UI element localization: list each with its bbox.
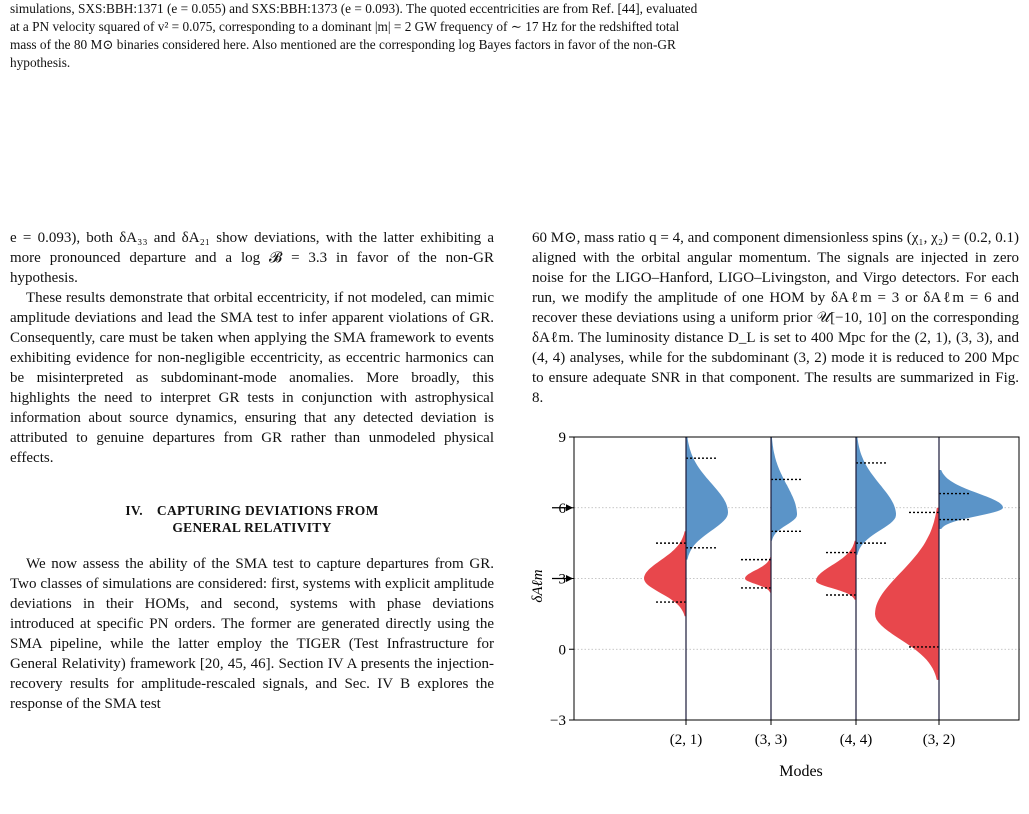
figure-caption xyxy=(10,0,1020,72)
violin-right-1 xyxy=(686,437,728,560)
section-number: IV. xyxy=(125,503,143,518)
violin-left-3 xyxy=(816,541,856,600)
left-column xyxy=(10,228,494,714)
axes xyxy=(550,430,1019,748)
arrow-head-icon xyxy=(566,504,573,511)
grid-lines xyxy=(574,508,1020,650)
caption-line: at a PN velocity squared of v² = 0.075, corresponding to a dominant |m| = 2 GW frequency of ∼ 17 Hz for the redshifted total xyxy=(10,19,680,34)
section-title: GENERAL RELATIVITY xyxy=(172,520,332,535)
x-tick-label: (4, 4) xyxy=(839,732,873,748)
section-heading xyxy=(10,502,494,536)
caption-line: simulations, SXS:BBH:1371 (e = 0.055) and SXS:BBH:1373 (e = 0.093). The quoted eccentricities are from Ref. [44], evaluated xyxy=(10,1,698,16)
violin-left-1 xyxy=(644,531,686,616)
violin-right-3 xyxy=(856,437,896,555)
violin-left-4 xyxy=(875,508,939,680)
x-axis-label: Modes xyxy=(779,763,823,780)
x-tick-label: (2, 1) xyxy=(669,732,703,748)
x-tick-label: (3, 2) xyxy=(922,732,956,748)
y-tick-label: 0 xyxy=(558,642,566,659)
paragraph: We now assess the ability of the SMA test to capture departures from GR. Two classes of simulations are considered: first, systems with explicit amplitude deviations in their HOMs, and second, systems with phase deviations introduced at specific PN orders. The former are generated directly using the SMA pipeline, while the latter employ the TIGER (Test Infrastructure for General Relativity) framework [20, 45, 46]. Section IV A presents the injection-recovery results for amplitude-rescaled signals, and Sec. IV B explores the response of the SMA test xyxy=(10,556,494,712)
y-tick-label: 9 xyxy=(558,430,566,446)
section-title: CAPTURING DEVIATIONS FROM xyxy=(156,503,379,518)
y-tick-label: −3 xyxy=(550,713,566,729)
paragraph: These results demonstrate that orbital eccentricity, if not modeled, can mimic amplitude deviations and lead the SMA test to infer apparent violations of GR. Consequently, care must be taken when applying the SMA framework to events exhibiting evidence for non-negligible eccentricity, as eccentric harmonics can be misinterpreted as subdominant-mode anomalies. More broadly, this highlights the need to interpret GR tests in conjunction with astrophysical information about source dynamics, ensuring that any detected deviation is attributed to genuine departures from GR rather than unmodeled physical effects. xyxy=(10,290,494,466)
paragraph: e = 0.093), both δA₃₃ and δA₂₁ show deviations, with the latter exhibiting a more pronounced departure and a log 𝓑 = 3.3 in favor of the non-GR hypothesis. xyxy=(10,230,494,286)
caption-line: hypothesis. xyxy=(10,55,71,70)
violin-right-2 xyxy=(771,437,797,541)
right-column xyxy=(532,228,1019,408)
y-tick-label: 6 xyxy=(558,500,566,517)
paragraph: 60 M⊙, mass ratio q = 4, and component dimensionless spins (χ₁, χ₂) = (0.2, 0.1) aligned with the orbital angular momentum. The signals are injected in zero noise for the LIGO–Hanford, LIGO–Livingston, and Virgo detectors. For each run, we modify the amplitude of one HOM by δAℓm = 3 or δAℓm = 6 and recover these deviations using a uniform prior 𝒰[−10, 10] on the corresponding δAℓm. The luminosity distance D_L is set to 400 Mpc for the (2, 1), (3, 3), and (4, 4) analyses, while for the subdominant (3, 2) mode it is reduced to 200 Mpc to ensure adequate SNR in that component. The results are summarized in Fig. 8. xyxy=(532,230,1019,406)
x-tick-label: (3, 3) xyxy=(754,732,788,748)
violin-chart xyxy=(530,423,1020,783)
caption-line: mass of the 80 M⊙ binaries considered here. Also mentioned are the corresponding log Bayes factors in favor of the non-GR xyxy=(10,37,676,52)
y-tick-label: 3 xyxy=(558,571,566,588)
y-axis-label: δAℓm xyxy=(530,569,546,603)
arrow-head-icon xyxy=(566,575,573,582)
